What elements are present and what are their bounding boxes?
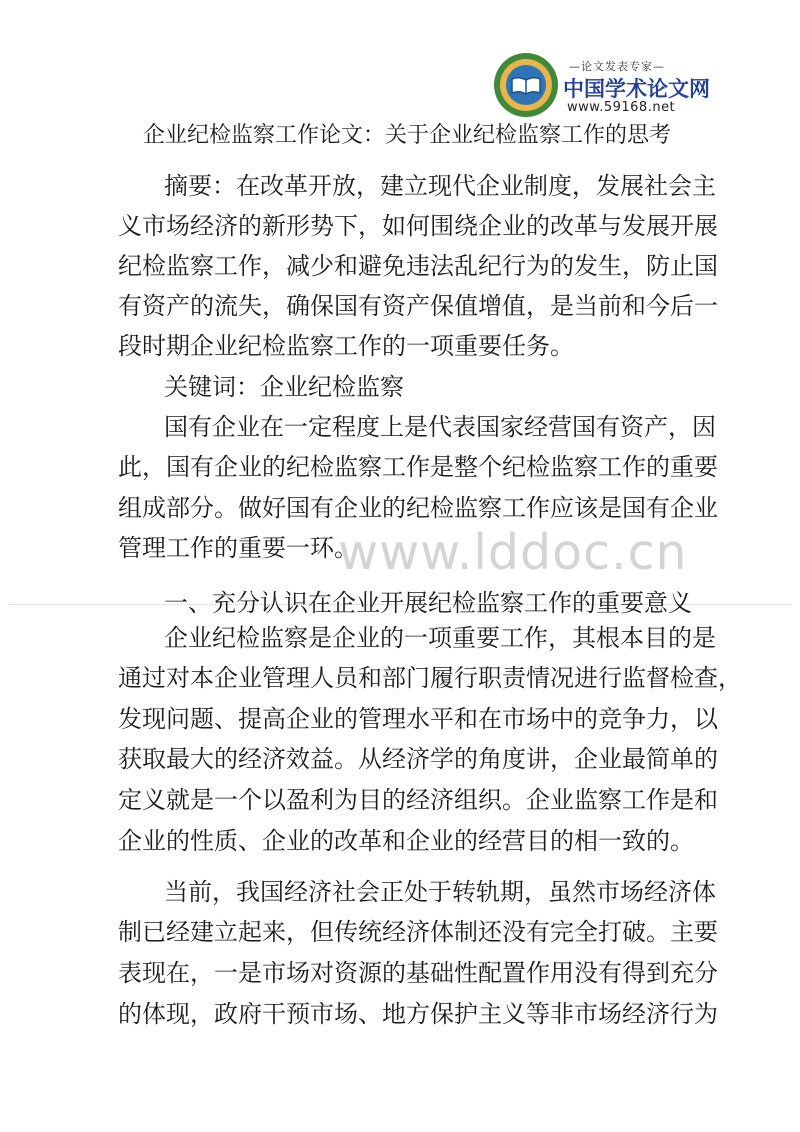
- paragraph-line: 获取最大的经济效益。从经济学的角度讲，企业最简单的: [118, 745, 718, 773]
- paragraph-line: 企业纪检监察是企业的一项重要工作，其根本目的是: [164, 624, 716, 652]
- document-title: 企业纪检监察工作论文：关于企业纪检监察工作的思考: [143, 123, 672, 148]
- paragraph-line: 组成部分。做好国有企业的纪检监察工作应该是国有企业: [118, 494, 718, 522]
- site-logo: [493, 52, 710, 122]
- logo-url: www.59168.net: [567, 100, 676, 115]
- abstract-line: 有资产的流失，确保国有资产保值增值，是当前和今后一: [118, 292, 718, 320]
- logo-tagline: —论文发表专家—: [569, 60, 665, 73]
- paragraph-line: 管理工作的重要一环。: [118, 534, 358, 562]
- paragraph-line: 通过对本企业管理人员和部门履行职责情况进行监督检查，: [118, 664, 742, 692]
- keywords-line: 关键词：企业纪检监察: [164, 373, 404, 401]
- paragraph-line: 国有企业在一定程度上是代表国家经营国有资产，因: [164, 413, 716, 441]
- paragraph-line: 企业的性质、企业的改革和企业的经营目的相一致的。: [118, 827, 694, 855]
- paragraph-line: 制已经建立起来，但传统经济体制还没有完全打破。主要: [118, 918, 718, 946]
- paragraph-line: 此，国有企业的纪检监察工作是整个纪检监察工作的重要: [118, 453, 718, 481]
- paragraph-line: 定义就是一个以盈利为目的经济组织。企业监察工作是和: [118, 786, 718, 814]
- abstract-line: 纪检监察工作，减少和避免违法乱纪行为的发生，防止国: [118, 252, 718, 280]
- globe-book-seal-icon: [493, 52, 559, 118]
- paragraph-line: 当前，我国经济社会正处于转轨期，虽然市场经济体: [164, 878, 716, 906]
- paragraph-line: 表现在，一是市场对资源的基础性配置作用没有得到充分: [118, 959, 718, 987]
- abstract-line: 义市场经济的新形势下，如何围绕企业的改革与发展开展: [118, 212, 718, 240]
- watermark: www.lddoc.cn: [338, 524, 688, 581]
- abstract-line: 摘要：在改革开放，建立现代企业制度，发展社会主: [164, 172, 716, 200]
- paragraph-line: 的体现，政府干预市场、地方保护主义等非市场经济行为: [118, 1000, 718, 1028]
- abstract-line: 段时期企业纪检监察工作的一项重要任务。: [118, 332, 574, 360]
- section-heading: 一、充分认识在企业开展纪检监察工作的重要意义: [164, 589, 692, 617]
- logo-name: 中国学术论文网: [563, 77, 710, 101]
- paragraph-line: 发现问题、提高企业的管理水平和在市场中的竞争力，以: [118, 705, 718, 733]
